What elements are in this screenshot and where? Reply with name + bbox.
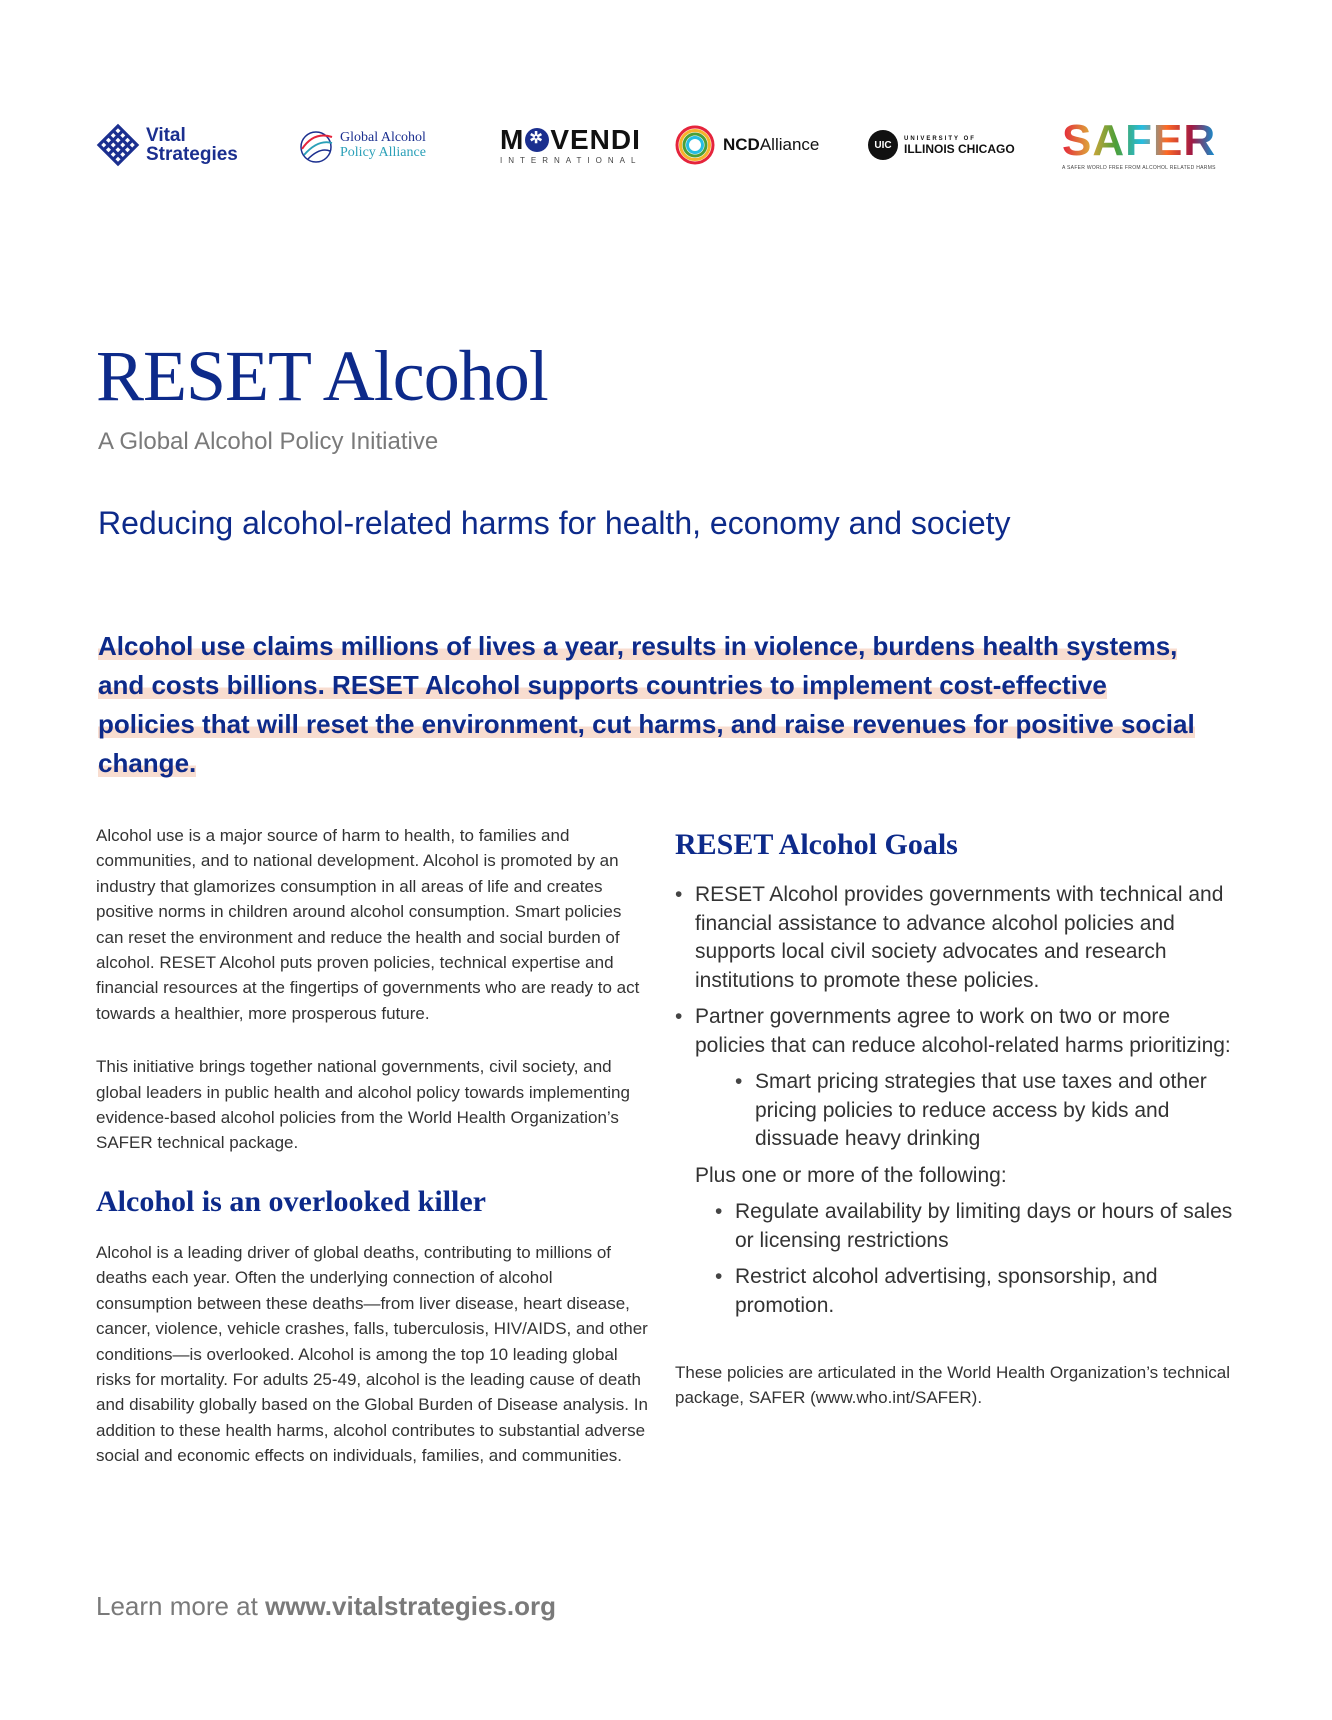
sub-list bbox=[695, 1068, 1235, 1154]
logo-text: Global Alcohol bbox=[340, 130, 426, 145]
page-title: RESET Alcohol bbox=[96, 336, 548, 416]
section-heading: RESET Alcohol Goals bbox=[675, 828, 958, 861]
left-column bbox=[96, 823, 652, 1497]
logo-text: UNIVERSITY OF bbox=[904, 135, 976, 142]
vital-strategies-logo bbox=[96, 110, 238, 180]
goal-text: Partner governments agree to work on two or more policies that can reduce alcohol-related harms prioritizing: bbox=[695, 1005, 1231, 1057]
partner-logos bbox=[96, 110, 1236, 180]
logo-text: NCD bbox=[723, 135, 760, 154]
ncd-alliance-logo bbox=[673, 110, 819, 180]
sub-list bbox=[675, 1198, 1235, 1320]
logo-text: INTERNATIONAL bbox=[500, 155, 642, 165]
footer bbox=[96, 1591, 556, 1622]
gapa-logo bbox=[296, 110, 426, 180]
footer-prefix: Learn more at bbox=[96, 1591, 266, 1621]
sub-item: • Restrict alcohol advertising, sponsorship, and promotion. bbox=[715, 1263, 1235, 1320]
tagline: Reducing alcohol-related harms for health, economy and society bbox=[98, 505, 1011, 541]
globe-swirl-icon bbox=[296, 125, 336, 165]
logo-text: ILLINOIS CHICAGO bbox=[904, 141, 1015, 156]
logo-text: SAFER bbox=[1062, 116, 1217, 165]
logo-text: Alliance bbox=[759, 135, 820, 154]
movendi-logo bbox=[500, 110, 641, 180]
highlighted-text: Alcohol use claims millions of lives a year, results in violence, burdens health systems, and costs billions. RESET Alcohol supports countries to implement cost-effective policies that will reset the environment, cut harms, and raise revenues for positive social change. bbox=[98, 631, 1195, 778]
uic-logo bbox=[868, 110, 1015, 180]
right-column bbox=[675, 823, 1235, 1428]
footer-link[interactable]: www.vitalstrategies.org bbox=[265, 1591, 556, 1621]
logo-text: M bbox=[500, 123, 525, 155]
vital-strategies-lattice-icon bbox=[96, 123, 140, 167]
killer-paragraph: Alcohol is a leading driver of global deaths, contributing to millions of deaths each year. Often the underlying connection of alcohol consumption between these deaths—from liver disease, heart disease, cancer, violence, vehicle crashes, falls, tuberculosis, HIV/AIDS, and other conditions—is overlooked. Alcohol is among the top 10 leading global risks for mortality. For adults 25-49, alcohol is the leading cause of death and disability globally based on the Global Burden of Disease analysis. In addition to these health harms, alcohol contributes to substantial adverse social and economic effects on individuals, families, and communities. bbox=[96, 1242, 648, 1466]
section-heading: Alcohol is an overlooked killer bbox=[96, 1184, 486, 1218]
goal-item: • RESET Alcohol provides governments with technical and financial assistance to advance alcohol policies and supports local civil society advocates and research institutions to promote these policies. bbox=[675, 881, 1235, 995]
safer-logo bbox=[1062, 110, 1216, 180]
goals-list bbox=[675, 881, 1235, 1154]
closing-paragraph: These policies are articulated in the World Health Organization’s technical package, SAFER (www.who.int/SAFER). bbox=[675, 1363, 1230, 1408]
logo-text: Vital bbox=[146, 125, 186, 146]
sub-item: • Smart pricing strategies that use taxes and other pricing policies to reduce access by kids and dissuade heavy drinking bbox=[735, 1068, 1235, 1154]
globe-icon bbox=[525, 128, 549, 152]
rainbow-ring-icon bbox=[673, 123, 717, 167]
sub-item: • Regulate availability by limiting days or hours of sales or licensing restrictions bbox=[715, 1198, 1235, 1255]
plus-text: Plus one or more of the following: bbox=[695, 1163, 1007, 1187]
goal-item bbox=[675, 1003, 1235, 1154]
logo-text: Strategies bbox=[146, 144, 238, 165]
intro-paragraph: Alcohol use is a major source of harm to health, to families and communities, and to national development. Alcohol is promoted by an industry that glamorizes consumption in all areas of life and creates positive norms in children around alcohol consumption. Smart policies can reset the environment and reduce the health and social burden of alcohol. RESET Alcohol puts proven policies, technical expertise and financial resources at the fingertips of governments who are ready to act towards a healthier, more prosperous future. bbox=[96, 826, 640, 1023]
logo-text: A SAFER WORLD FREE FROM ALCOHOL RELATED HARMS bbox=[1062, 165, 1216, 171]
page-subtitle: A Global Alcohol Policy Initiative bbox=[98, 428, 439, 455]
uic-mark-icon: UIC bbox=[868, 130, 898, 160]
lede-statement bbox=[98, 627, 1208, 783]
logo-text: Policy Alliance bbox=[340, 145, 426, 160]
intro-paragraph: This initiative brings together national governments, civil society, and global leaders in public health and alcohol policy towards implementing evidence-based alcohol policies from the World Health Organization’s SAFER technical package. bbox=[96, 1057, 630, 1153]
logo-text: VENDI bbox=[550, 123, 641, 155]
